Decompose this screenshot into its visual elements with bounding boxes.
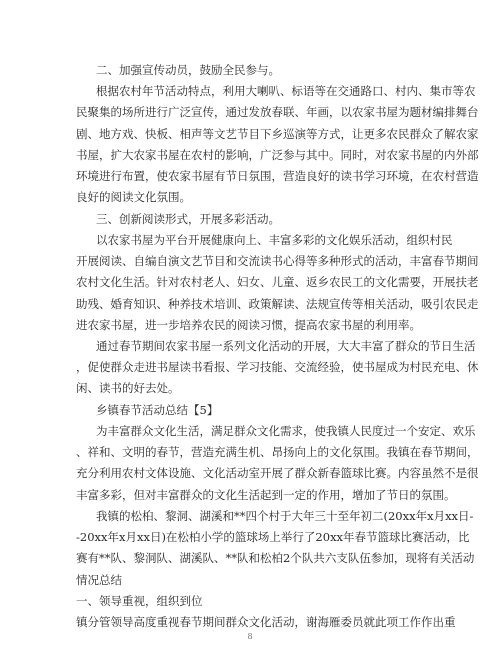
paragraph-line: 农村文化生活。针对农村老人、妇女、儿童、返乡农民工的文化需要，开展扶老 xyxy=(76,275,479,289)
paragraph-line: 我镇的松桕、黎洞、湖溪和**四个村于大年三十至年初二(20xx年x月xx日- xyxy=(96,509,474,523)
paragraph-line: -20xx年x月xx日)在松柏小学的篮球场上举行了20xx年春节篮球比赛活动，比 xyxy=(76,530,470,544)
paragraph-line: 开展阅读、自编自演文艺节目和交流读书心得等多种形式的活动，丰富春节期间 xyxy=(76,254,479,268)
article-title: 乡镇春节活动总结【5】 xyxy=(96,403,219,417)
paragraph-line: 赛有**队、黎洞队、湖溪队、**队和松柏2个队共六支队伍参加，现将有关活动 xyxy=(76,551,475,565)
paragraph-line: 根据农村年节活动特点，利用大喇叭、标语等在交通路口、村内、集市等农 xyxy=(96,84,476,98)
paragraph-line: 为丰富群众文化生活，满足群众文化需求，使我镇人民度过一个安定、欢乐 xyxy=(96,424,476,438)
paragraph-line: 闲、读书的好去处。 xyxy=(76,381,180,395)
paragraph-line: 、祥和、文明的春节，营造充满生机、昂扬向上的文化氛围。我镇在春节期间， xyxy=(76,445,479,459)
paragraph-line: 镇分管领导高度重视春节期间群众文化活动，谢海雁委员就此项工作作出重 xyxy=(76,615,456,629)
paragraph-line: 良好的阅读文化氛围。 xyxy=(76,190,191,204)
paragraph-line: 充分利用农村文体设施、文化活动室开展了群众新春篮球比赛。内容虽然不是很 xyxy=(76,466,479,480)
section-heading-3: 三、创新阅读形式，开展多彩活动。 xyxy=(96,212,280,226)
page-number: 8 xyxy=(247,632,253,641)
paragraph-line: 通过春节期间农家书屋一系列文化活动的开展，大大丰富了群众的节日生活 xyxy=(96,339,476,353)
paragraph-line: ，促使群众走进书屋读书看报、学习技能、交流经验，使书屋成为村民充电、休 xyxy=(76,360,479,374)
paragraph-line: 进农家书屋，进一步培养农民的阅读习惯，提高农家书屋的利用率。 xyxy=(76,318,421,332)
paragraph-line: 民聚集的场所进行广泛宣传，通过发放春联、年画，以农家书屋为题材编排舞台 xyxy=(76,105,479,119)
section-heading-2: 二、加强宣传动员，鼓励全民参与。 xyxy=(96,63,280,77)
paragraph-line: 情况总结 xyxy=(76,573,122,587)
section-heading-1: 一、领导重视，组织到位 xyxy=(76,594,203,608)
paragraph-line: 书屋，扩大农家书屋在农村的影响，广泛参与其中。同时，对农家书屋的内外部 xyxy=(76,148,479,162)
paragraph-line: 环境进行布置，使农家书屋有节日氛围，营造良好的读书学习环境，在农村营造 xyxy=(76,169,479,183)
paragraph-line: 助残、婚育知识、种养技术培训、政策解读、法规宣传等相关活动，吸引农民走 xyxy=(76,297,479,311)
paragraph-line: 以农家书屋为平台开展健康向上、丰富多彩的文化娱乐活动，组织村民 xyxy=(96,233,453,247)
paragraph-line: 丰富多彩，但对丰富群众的文化生活起到一定的作用，增加了节日的氛围。 xyxy=(76,488,456,502)
paragraph-line: 剧、地方戏、快板、相声等文艺节目下乡巡演等方式，让更多农民群众了解农家 xyxy=(76,127,479,141)
